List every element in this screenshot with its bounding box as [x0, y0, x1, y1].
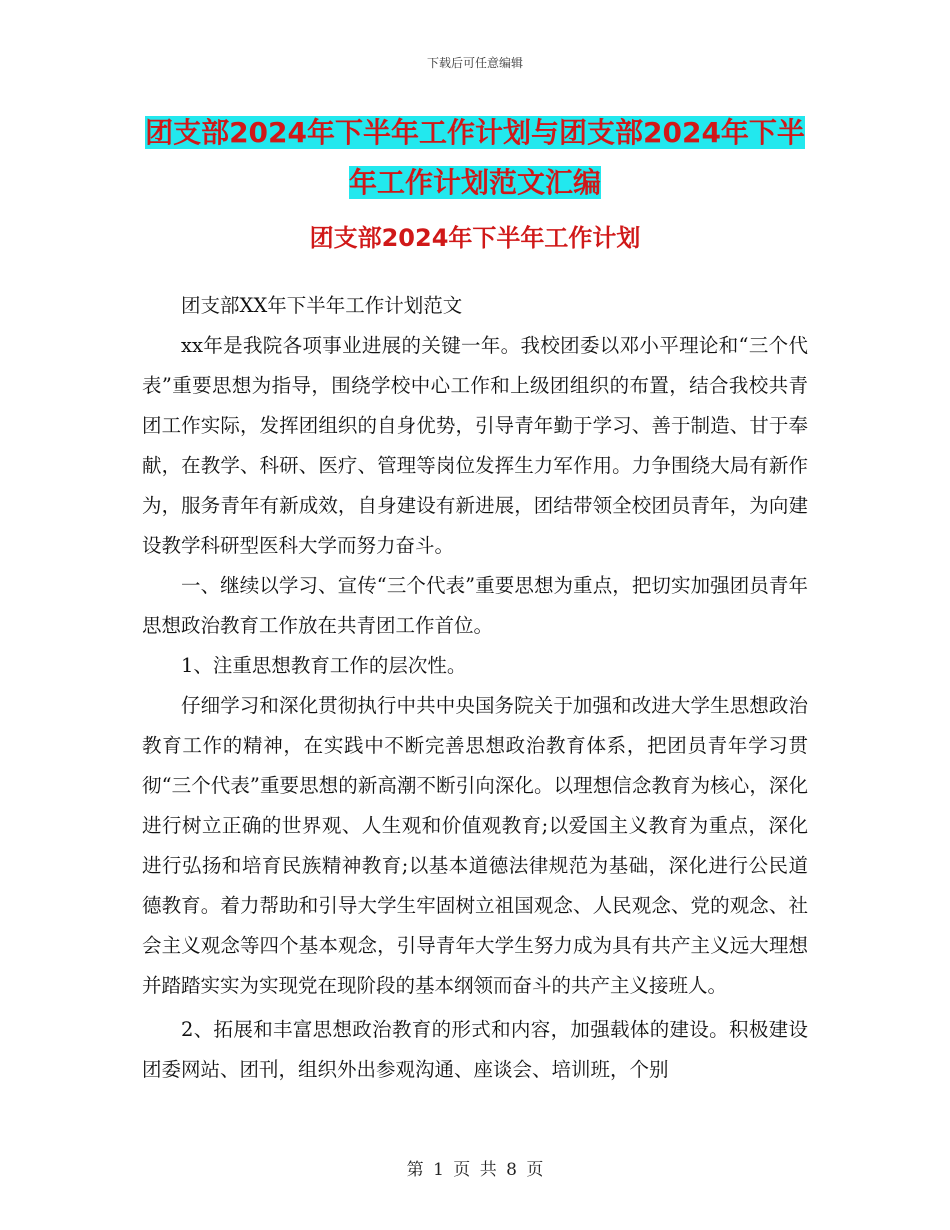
document-title-text: 团支部2024年下半年工作计划与团支部2024年下半年工作计划范文汇编: [145, 116, 805, 199]
paragraph: 团支部XX年下半年工作计划范文: [181, 294, 463, 317]
paragraph: xx年是我院各项事业进展的关键一年。我校团委以邓小平理论和“三个代表”重要思想为指导，围绕学校中心工作和上级团组织的布置，结合我校共青团工作实际，发挥团组织的自身优势，引导青年勤于学习、善于制造、甘于奉献，在教学、科研、医疗、管理等岗位发挥生力军作用。力争围绕大局有新作为，服务青年有新成效，自身建设有新进展，团结带领全校团员青年，为向建设教学科研型医科大学而努力奋斗。: [142, 334, 808, 557]
paragraph: 一、继续以学习、宣传“三个代表”重要思想为重点，把切实加强团员青年思想政治教育工作放在共青团工作首位。: [142, 574, 808, 637]
header-note: 下载后可任意编辑: [426, 56, 523, 70]
paragraph: 2、拓展和丰富思想政治教育的形式和内容，加强载体的建设。积极建设团委网站、团刊，组织外出参观沟通、座谈会、培训班，个别: [142, 1018, 808, 1081]
paragraph: 1、注重思想教育工作的层次性。: [181, 654, 467, 677]
document-title: [140, 108, 810, 208]
page-footer: 第 1 页 共 8 页: [406, 1160, 544, 1180]
section-title: 团支部2024年下半年工作计划: [309, 224, 641, 252]
body-text: [142, 286, 808, 1090]
paragraph: 仔细学习和深化贯彻执行中共中央国务院关于加强和改进大学生思想政治教育工作的精神，在实践中不断完善思想政治教育体系，把团员青年学习贯彻“三个代表”重要思想的新高潮不断引向深化。以理想信念教育为核心，深化进行树立正确的世界观、人生观和价值观教育;以爱国主义教育为重点，深化进行弘扬和培育民族精神教育;以基本道德法律规范为基础，深化进行公民道德教育。着力帮助和引导大学生牢固树立祖国观念、人民观念、党的观念、社会主义观念等四个基本观念，引导青年大学生努力成为具有共产主义远大理想并踏踏实实为实现党在现阶段的基本纲领而奋斗的共产主义接班人。: [142, 694, 808, 997]
